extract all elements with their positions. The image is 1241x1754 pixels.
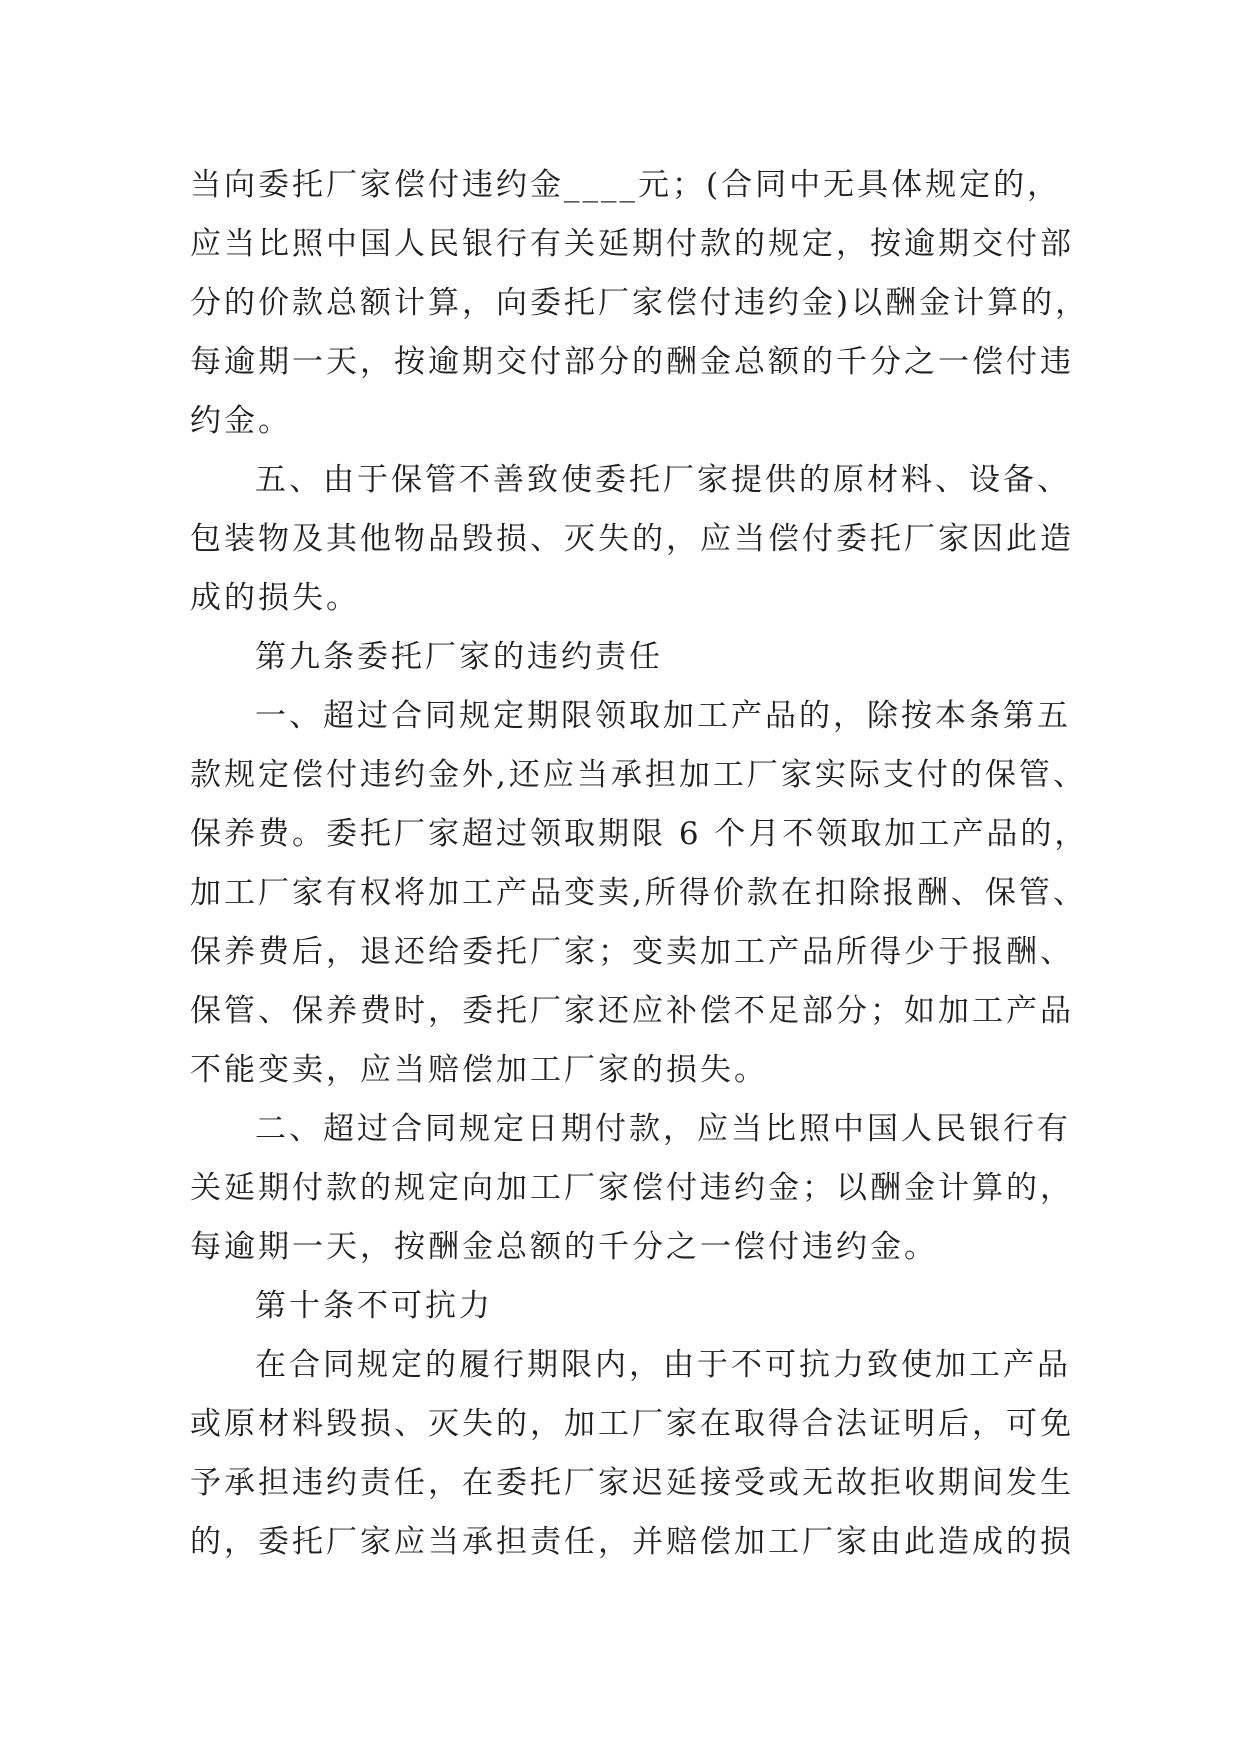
text-line: 一、超过合同规定期限领取加工产品的，除按本条第五: [255, 698, 1071, 734]
section-heading: 第十条不可抗力: [255, 1288, 493, 1324]
text-line: 约金。: [190, 403, 292, 439]
document-body: [190, 156, 1090, 1572]
text-line: 予承担违约责任，在委托厂家迟延接受或无故拒收期间发生: [190, 1465, 1074, 1501]
text-line: 不能变卖，应当赔偿加工厂家的损失。: [190, 1052, 768, 1088]
text-line: 保养费。委托厂家超过领取期限 6 个月不领取加工产品的，: [190, 816, 1089, 852]
text-line: 每逾期一天，按酬金总额的千分之一偿付违约金。: [190, 1229, 938, 1265]
text-line: 包装物及其他物品毁损、灭失的，应当偿付委托厂家因此造: [190, 521, 1074, 557]
text-line: 二、超过合同规定日期付款，应当比照中国人民银行有: [255, 1111, 1071, 1147]
text-line: 保管、保养费时，委托厂家还应补偿不足部分；如加工产品: [190, 993, 1074, 1029]
text-line: 每逾期一天，按逾期交付部分的酬金总额的千分之一偿付违: [190, 344, 1074, 380]
text-line: 或原材料毁损、灭失的，加工厂家在取得合法证明后，可免: [190, 1406, 1074, 1442]
text-line: 五、由于保管不善致使委托厂家提供的原材料、设备、: [255, 462, 1071, 498]
text-line: 保养费后，退还给委托厂家；变卖加工产品所得少于报酬、: [190, 934, 1074, 970]
text-line: 的，委托厂家应当承担责任，并赔偿加工厂家由此造成的损: [190, 1524, 1074, 1560]
text-line: 款规定偿付违约金外,还应当承担加工厂家实际支付的保管、: [190, 757, 1087, 793]
section-heading: 第九条委托厂家的违约责任: [255, 639, 663, 675]
text-line: 成的损失。: [190, 580, 360, 616]
text-line: 在合同规定的履行期限内，由于不可抗力致使加工产品: [255, 1347, 1071, 1383]
text-line: 加工厂家有权将加工产品变卖,所得价款在扣除报酬、保管、: [190, 875, 1087, 911]
text-line: 关延期付款的规定向加工厂家偿付违约金；以酬金计算的，: [190, 1170, 1074, 1206]
text-line: 分的价款总额计算，向委托厂家偿付违约金)以酬金计算的，: [190, 285, 1090, 321]
text-line: 应当比照中国人民银行有关延期付款的规定，按逾期交付部: [190, 226, 1074, 262]
text-line: 当向委托厂家偿付违约金____元；(合同中无具体规定的，: [190, 167, 1062, 203]
